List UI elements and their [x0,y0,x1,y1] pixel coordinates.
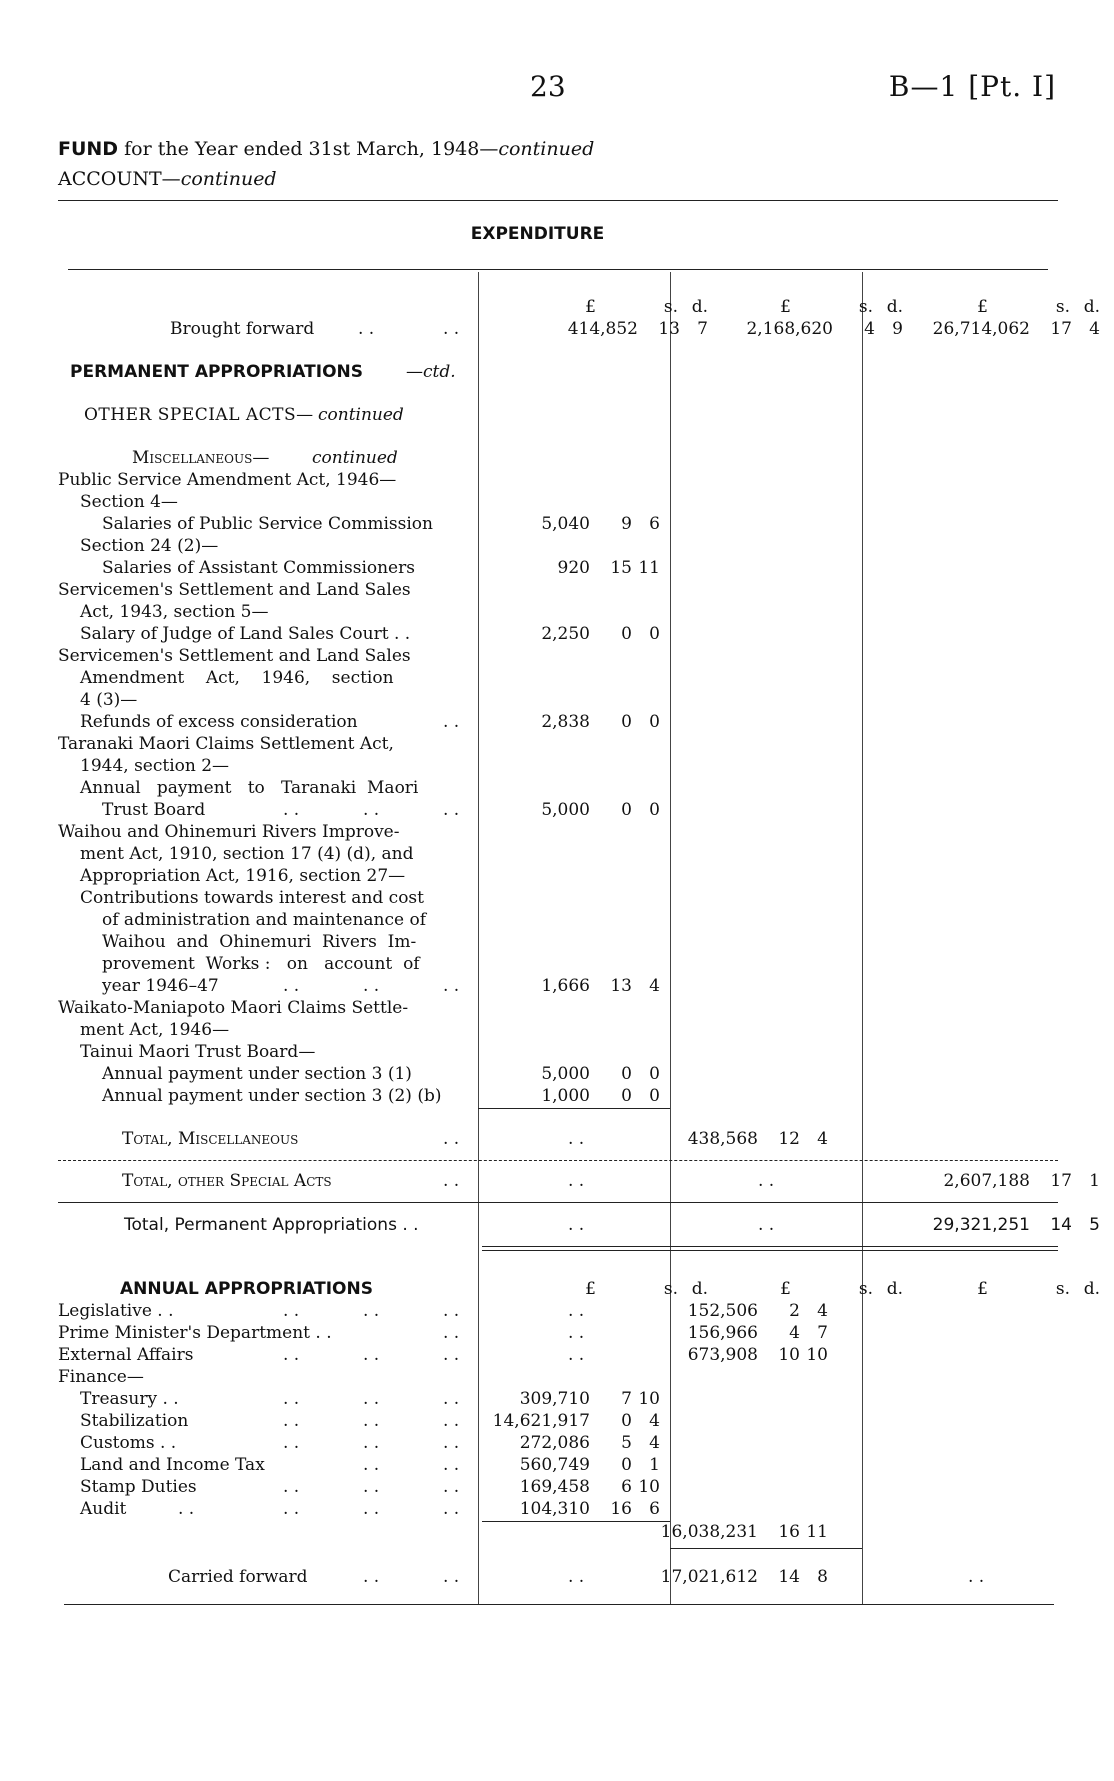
line-row [58,579,1058,601]
pence-head: d. [1083,1279,1100,1299]
amount-shillings: 17 [1050,1171,1072,1191]
amount-pounds: 169,458 [519,1477,590,1497]
line-text: Treasury . . [80,1389,179,1409]
amount-shillings: 6 [621,1477,632,1497]
amount-pence: 0 [649,1064,660,1084]
amount-pence: 10 [638,1477,660,1497]
line-text: Annual payment under section 3 (2) (b) [102,1086,442,1106]
fund-heading-continued: continued [498,138,595,160]
amount-shillings: 0 [621,1411,632,1431]
amount-pence: 8 [817,1567,828,1587]
leader-dots: . . [363,1477,380,1497]
amount-shillings: 5 [621,1433,632,1453]
amount-pence: 10 [638,1389,660,1409]
leader-dots: . . [283,976,300,996]
shilling-head: s. [1055,1279,1070,1299]
leader-dots: . . [443,319,460,339]
amount-cell [468,799,660,821]
amount-cell [648,1344,828,1366]
line-row [58,689,1058,711]
leader-dots: . . [568,1345,585,1365]
amount-shillings: 15 [610,558,632,578]
table-top-rule [68,269,1048,270]
line-row [58,909,1058,931]
leader-dots: . . [363,1499,380,1519]
amount-pence: 4 [649,1411,660,1431]
total-misc-row [58,1128,1058,1150]
external-affairs-row [58,1344,1058,1366]
account-word: ACCOUNT— [58,168,181,190]
leader-dots: . . [363,1301,380,1321]
amount-shillings: 2 [789,1301,800,1321]
total-permanent-label: Total, Permanent Appropriations . . [124,1215,419,1235]
line-row [58,535,1058,557]
leader-dots: . . [568,1301,585,1321]
permanent-heading-row [58,361,1058,383]
line-row [58,1085,1058,1107]
line-text: Finance— [58,1367,144,1387]
other-heading-suffix: continued [318,405,404,425]
account-heading [58,168,277,190]
line-text: Refunds of excess consideration [80,712,358,732]
line-text: of administration and maintenance of [102,910,427,930]
amount-cell [468,513,660,535]
double-rule-top [482,1246,1058,1247]
line-text: Public Service Amendment Act, 1946— [58,470,397,490]
line-text: Customs . . [80,1433,177,1453]
leader-dots: . . [283,1477,300,1497]
amount-pounds: 2,838 [541,712,590,732]
leader-dots: . . [283,1433,300,1453]
fund-heading-text: for the Year ended 31st March, 1948— [118,138,499,160]
line-row [58,975,1058,997]
divider-rule [58,1160,1058,1161]
top-rule [58,200,1058,201]
amount-pounds: 438,568 [687,1129,758,1149]
leader-dots: . . [283,800,300,820]
amount-cell [468,557,660,579]
fund-word: FUND [58,138,119,160]
line-text: Salaries of Public Service Commission [102,514,433,534]
carried-forward-label: Carried forward [168,1567,308,1587]
amount-pence: 6 [649,1499,660,1519]
leader-dots: . . [758,1171,775,1191]
finance-row [58,1366,1058,1388]
line-text: provement Works : on account of [102,954,420,974]
leader-dots: . . [363,1389,380,1409]
leader-dots: . . [443,1129,460,1149]
amount-pounds: 5,040 [541,514,590,534]
finance-total-row [58,1521,1058,1543]
amount-pounds: 2,250 [541,624,590,644]
line-row [58,997,1058,1019]
amount-pounds: 152,506 [687,1301,758,1321]
leader-dots: . . [283,1301,300,1321]
line-text: Servicemen's Settlement and Land Sales [58,646,411,666]
amount-shillings: 13 [610,976,632,996]
amount-pounds: 26,714,062 [932,319,1030,339]
amount-shillings: 16 [610,1499,632,1519]
amount-pence: 10 [806,1345,828,1365]
pound-head: £ [977,297,988,317]
sum-rule [478,1108,670,1109]
line-row [58,953,1058,975]
amount-shillings: 16 [778,1522,800,1542]
line-row [58,1041,1058,1063]
amount-pence: 6 [649,514,660,534]
line-text: Act, 1943, section 5— [80,602,269,622]
line-row [58,1063,1058,1085]
amount-pence: 4 [649,976,660,996]
leader-dots: . . [758,1215,775,1235]
leader-dots: . . [178,1499,195,1519]
line-text: Salaries of Assistant Commissioners [102,558,415,578]
leader-dots: . . [443,1477,460,1497]
leader-dots: . . [363,1345,380,1365]
line-text: Waihou and Ohinemuri Rivers Im- [102,932,417,952]
shilling-head: s. [858,297,873,317]
leader-dots: . . [443,1411,460,1431]
double-rule-bottom [482,1250,1058,1251]
line-text: Salary of Judge of Land Sales Court . . [80,624,411,644]
leader-dots: . . [363,800,380,820]
amount-shillings: 4 [864,319,875,339]
land-income-tax-row [58,1454,1058,1476]
pence-head: d. [691,1279,708,1299]
amount-cell [868,1170,1100,1192]
permanent-heading-suffix: —ctd. [406,362,456,382]
line-text: Taranaki Maori Claims Settlement Act, [58,734,394,754]
total-permanent-row [58,1214,1100,1236]
amount-pence: 11 [806,1522,828,1542]
misc-heading: Miscellaneous— [132,448,270,468]
amount-pounds: 414,852 [567,319,638,339]
line-row [58,887,1058,909]
amount-shillings: 12 [778,1129,800,1149]
amount-pounds: 16,038,231 [660,1522,758,1542]
line-text: Stamp Duties [80,1477,197,1497]
line-row [58,733,1058,755]
amount-cell [468,623,660,645]
amount-pence: 9 [892,319,903,339]
carried-forward-row [58,1566,1058,1588]
amount-cell [648,1128,828,1150]
stamp-duties-row [58,1476,1058,1498]
amount-pence: 7 [697,319,708,339]
currency-head-row [58,296,1100,318]
leader-dots: . . [363,1411,380,1431]
line-text: Waihou and Ohinemuri Rivers Improve- [58,822,400,842]
leader-dots: . . [443,1345,460,1365]
leader-dots: . . [283,1411,300,1431]
leader-dots: . . [443,1433,460,1453]
amount-cell [468,975,660,997]
line-row [58,711,1058,733]
bottom-rule [64,1604,1054,1605]
line-row [58,843,1058,865]
line-text: Appropriation Act, 1916, section 27— [80,866,406,886]
page-number: 23 [530,70,566,103]
pound-head: £ [585,297,596,317]
line-row [58,667,1058,689]
leader-dots: . . [283,1389,300,1409]
pence-head: d. [886,297,903,317]
amount-pounds: 1,666 [541,976,590,996]
amount-shillings: 0 [621,1064,632,1084]
line-row [58,799,1058,821]
leader-dots: . . [568,1567,585,1587]
leader-dots: . . [443,1171,460,1191]
line-row [58,755,1058,777]
amount-shillings: 13 [658,319,680,339]
amount-pence: 4 [817,1301,828,1321]
amount-shillings: 14 [778,1567,800,1587]
amount-shillings: 9 [621,514,632,534]
misc-heading-row [58,447,1058,469]
amount-pounds: 1,000 [541,1086,590,1106]
leader-dots: . . [568,1171,585,1191]
amount-shillings: 0 [621,712,632,732]
amount-shillings: 0 [621,800,632,820]
line-text: Waikato-Maniapoto Maori Claims Settle- [58,998,409,1018]
amount-shillings: 7 [621,1389,632,1409]
line-row [58,777,1058,799]
line-text: Stabilization [80,1411,189,1431]
leader-dots: . . [283,1345,300,1365]
amount-cell [468,1063,660,1085]
leader-dots: . . [363,976,380,996]
amount-pence: 0 [649,712,660,732]
line-text: Amendment Act, 1946, section [80,668,394,688]
pound-head: £ [977,1279,988,1299]
line-text: Annual payment under section 3 (1) [102,1064,412,1084]
amount-pence: 0 [649,800,660,820]
line-row [58,513,1058,535]
line-text: Section 4— [80,492,178,512]
amount-cell [648,1322,828,1344]
amount-cell [468,1388,660,1410]
prime-minister-row [58,1322,1058,1344]
leader-dots: . . [568,1129,585,1149]
amount-cell [468,1432,660,1454]
amount-shillings: 0 [621,1086,632,1106]
annual-heading: ANNUAL APPROPRIATIONS [120,1279,373,1299]
legislative-row [58,1300,1058,1322]
leader-dots: . . [443,1323,460,1343]
amount-pence: 0 [649,1086,660,1106]
line-text: Contributions towards interest and cost [80,888,424,908]
line-text: year 1946–47 [102,976,219,996]
amount-pence: 5 [1089,1215,1100,1235]
amount-pounds: 17,021,612 [660,1567,758,1587]
amount-shillings: 17 [1050,319,1072,339]
line-row [58,645,1058,667]
stabilization-row [58,1410,1058,1432]
amount-pounds: 2,168,620 [746,319,833,339]
pound-head: £ [780,1279,791,1299]
line-text: ment Act, 1946— [80,1020,230,1040]
amount-pounds: 272,086 [519,1433,590,1453]
total-misc-label: Total, Miscellaneous [122,1129,299,1149]
shilling-head: s. [1055,297,1070,317]
shilling-head: s. [663,1279,678,1299]
total-other-row [58,1170,1100,1192]
amount-pounds: 5,000 [541,800,590,820]
amount-cell [468,1498,660,1520]
line-text: Trust Board [102,800,206,820]
amount-pounds: 156,966 [687,1323,758,1343]
leader-dots: . . [443,1389,460,1409]
amount-pounds: 29,321,251 [932,1215,1030,1235]
leader-dots: . . [443,712,460,732]
amount-pence: 4 [649,1433,660,1453]
amount-cell [468,1454,660,1476]
account-continued: continued [180,168,277,190]
brought-forward-row [58,318,1100,340]
leader-dots: . . [443,1301,460,1321]
amount-pounds: 2,607,188 [943,1171,1030,1191]
shilling-head: s. [663,297,678,317]
amount-pence: 4 [817,1129,828,1149]
leader-dots: . . [443,1499,460,1519]
line-text: Land and Income Tax [80,1455,265,1475]
line-row [58,491,1058,513]
amount-cell [648,1521,828,1543]
document-reference: B—1 [Pt. I] [888,70,1056,103]
amount-pence: 7 [817,1323,828,1343]
line-row [58,557,1058,579]
pence-head: d. [691,297,708,317]
brought-forward-label: Brought forward [170,319,315,339]
leader-dots: . . [363,1433,380,1453]
line-text: Legislative . . [58,1301,174,1321]
amount-pounds: 560,749 [519,1455,590,1475]
leader-dots: . . [568,1215,585,1235]
amount-cell [868,1214,1100,1236]
leader-dots: . . [358,319,375,339]
amount-pounds: 14,621,917 [492,1411,590,1431]
misc-heading-suffix: continued [312,448,398,468]
amount-cell [648,1300,828,1322]
line-row [58,865,1058,887]
line-text: Prime Minister's Department . . [58,1323,332,1343]
other-heading-row [58,404,1058,426]
annual-heading-row [58,1278,1100,1300]
line-row [58,469,1058,491]
amount-shillings: 14 [1050,1215,1072,1235]
line-row [58,931,1058,953]
audit-row [58,1498,1058,1520]
pound-head: £ [585,1279,596,1299]
leader-dots: . . [283,1499,300,1519]
amount-shillings: 0 [621,624,632,644]
line-row [58,821,1058,843]
leader-dots: . . [443,800,460,820]
amount-shillings: 0 [621,1455,632,1475]
amount-pounds: 309,710 [519,1389,590,1409]
amount-pounds: 104,310 [519,1499,590,1519]
amount-shillings: 4 [789,1323,800,1343]
line-text: 1944, section 2— [80,756,230,776]
leader-dots: . . [443,1455,460,1475]
amount-pounds: 5,000 [541,1064,590,1084]
pence-head: d. [886,1279,903,1299]
amount-cell [468,1476,660,1498]
treasury-row [58,1388,1058,1410]
fund-heading [58,138,594,160]
pence-head: d. [1083,297,1100,317]
leader-dots: . . [363,1455,380,1475]
amount-cell [468,1410,660,1432]
line-text: Tainui Maori Trust Board— [80,1042,316,1062]
amount-pence: 1 [1089,1171,1100,1191]
leader-dots: . . [363,1567,380,1587]
leader-dots: . . [968,1567,985,1587]
amount-pence: 0 [649,624,660,644]
customs-row [58,1432,1058,1454]
divider-rule [58,1202,1058,1203]
amount-pence: 11 [638,558,660,578]
amount-shillings: 10 [778,1345,800,1365]
permanent-heading: PERMANENT APPROPRIATIONS [70,362,363,382]
section-title: EXPENDITURE [470,224,605,244]
pound-head: £ [780,297,791,317]
line-row [58,1019,1058,1041]
leader-dots: . . [443,1567,460,1587]
line-text: 4 (3)— [80,690,138,710]
amount-pounds: 920 [557,558,590,578]
shilling-head: s. [858,1279,873,1299]
other-heading: OTHER SPECIAL ACTS— [84,405,314,425]
total-other-label: Total, other Special Acts [122,1171,332,1191]
amount-cell [468,1085,660,1107]
amount-pence: 4 [1089,319,1100,339]
sum-rule [670,1548,862,1549]
amount-pence: 1 [649,1455,660,1475]
amount-cell [648,1566,828,1588]
line-text: ment Act, 1910, section 17 (4) (d), and [80,844,414,864]
leader-dots: . . [568,1323,585,1343]
line-text: Audit [80,1499,127,1519]
amount-cell [468,711,660,733]
line-row [58,601,1058,623]
line-text: Servicemen's Settlement and Land Sales [58,580,411,600]
amount-pounds: 673,908 [687,1345,758,1365]
line-row [58,623,1058,645]
line-text: External Affairs [58,1345,194,1365]
leader-dots: . . [443,976,460,996]
line-text: Annual payment to Taranaki Maori [80,778,419,798]
line-text: Section 24 (2)— [80,536,219,556]
